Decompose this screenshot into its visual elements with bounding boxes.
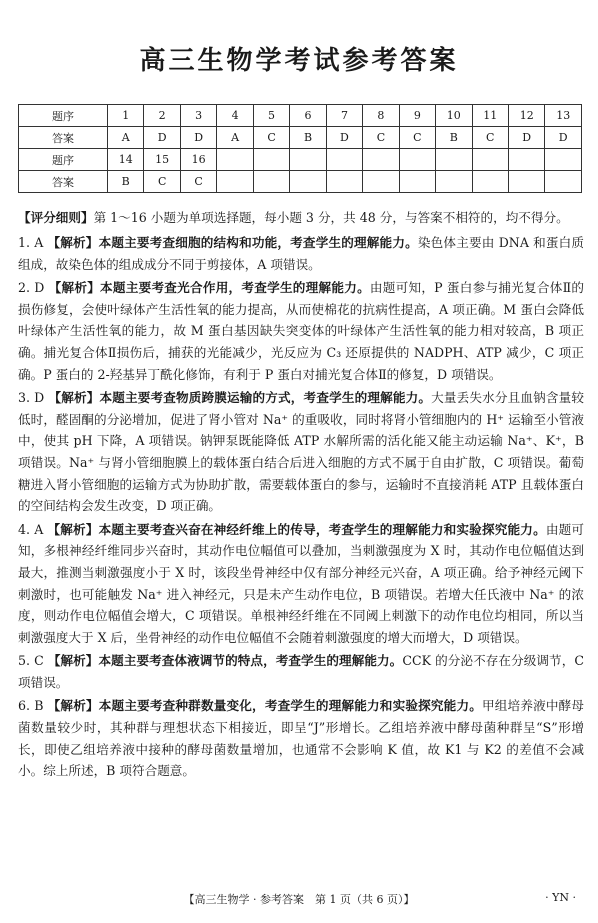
analysis-body: 染色体主要由 DNA 和蛋白质组成，故染色体的组成成分不同于剪接体，A 项错误。	[18, 235, 585, 272]
analysis-body: CCK 的分泌不存在分级调节，C 项错误。	[18, 653, 585, 690]
analysis-tag: 【解析】	[47, 653, 99, 669]
table-cell: 2	[144, 105, 180, 127]
table-cell: C	[253, 127, 289, 149]
row-label: 答案	[19, 127, 108, 149]
table-cell	[363, 171, 399, 193]
page-title: 高三生物学考试参考答案	[139, 46, 459, 76]
table-cell: 7	[326, 105, 362, 127]
table-cell	[436, 171, 472, 193]
scoring-rule	[18, 209, 584, 227]
table-cell: C	[399, 127, 435, 149]
table-cell: A	[217, 127, 253, 149]
table-row	[19, 127, 582, 149]
table-cell: 11	[472, 105, 508, 127]
table-row	[19, 105, 582, 127]
table-cell: 6	[290, 105, 326, 127]
table-cell	[326, 149, 362, 171]
analysis-tag: 【解析】	[48, 280, 101, 296]
table-cell	[545, 149, 582, 171]
table-cell	[472, 171, 508, 193]
table-cell: B	[108, 171, 144, 193]
table-cell: 13	[545, 105, 582, 127]
analysis-body: 甲组培养液中酵母菌数量较少时，其种群与理想状态下相接近，即呈“J”形增长。乙组培养液中酵母菌种群呈“S”形增长，即使乙组培养液中接种的酵母菌数量增加，也通常不会影响 K 值，故 K1 与 K2 的差值不会减小。综上所述，B 项符合题意。	[18, 698, 585, 779]
row-label: 题序	[19, 149, 108, 171]
table-cell: B	[290, 127, 326, 149]
analysis-body: 大量丢失水分且血钠含量较低时，醛固酮的分泌增加，促进了肾小管对 Na⁺ 的重吸收，同时将肾小管细胞内的 H⁺ 运输至小管液中，使其 pH 下降，A 项错误。钠钾泵既能降低 ATP 水解所需的活化能又能主动运输 Na⁺、K⁺，B 项错误。Na⁺ 与肾小管细胞膜上的载体蛋白结合后进入细胞的方式不属于自由扩散，C 项错误。葡萄糖进入肾小管细胞的运输方式为协助扩散，需要载体蛋白的参与，运输时不直接消耗 ATP 且载体蛋白的空间结构会发生改变，D 项正确。	[18, 390, 585, 514]
question-number: 5. C	[18, 653, 44, 669]
table-cell: D	[326, 127, 362, 149]
table-cell: 3	[180, 105, 216, 127]
table-cell	[399, 171, 435, 193]
question-explanation	[18, 277, 584, 385]
table-cell	[253, 171, 289, 193]
analysis-lead: 本题主要考查体液调节的特点，考查学生的理解能力。	[98, 653, 403, 669]
analysis-lead: 本题主要考查细胞的结构和功能，考查学生的理解能力。	[98, 235, 418, 250]
question-number: 1. A	[18, 235, 44, 250]
question-explanation	[18, 650, 584, 693]
table-cell: 10	[436, 105, 472, 127]
table-cell	[545, 171, 582, 193]
analysis-lead: 本题主要考查物质跨膜运输的方式，考查学生的理解能力。	[99, 390, 432, 406]
table-cell: D	[508, 127, 544, 149]
analysis-tag: 【解析】	[47, 698, 99, 714]
table-cell	[399, 149, 435, 171]
table-cell: A	[108, 127, 144, 149]
analysis-tag: 【解析】	[47, 235, 99, 250]
table-cell	[217, 171, 253, 193]
table-cell: 15	[144, 149, 180, 171]
table-cell: B	[436, 127, 472, 149]
table-cell: C	[144, 171, 180, 193]
table-cell	[508, 149, 544, 171]
analysis-lead: 本题主要考查光合作用，考查学生的理解能力。	[100, 280, 370, 296]
table-cell: 5	[253, 105, 289, 127]
table-cell: 9	[399, 105, 435, 127]
table-cell: D	[144, 127, 180, 149]
page-footer: 【高三生物学 · 参考答案 第 1 页（共 6 页）】	[183, 893, 415, 906]
table-cell: D	[180, 127, 216, 149]
table-cell	[508, 171, 544, 193]
scoring-rule-tag: 【评分细则】	[18, 210, 94, 225]
table-row	[19, 149, 582, 171]
table-cell	[363, 149, 399, 171]
table-cell: 14	[108, 149, 144, 171]
analysis-lead: 本题主要考查兴奋在神经纤维上的传导，考查学生的理解能力和实验探究能力。	[98, 521, 546, 537]
table-cell	[436, 149, 472, 171]
question-number: 4. A	[18, 521, 44, 537]
table-cell	[290, 149, 326, 171]
analysis-tag: 【解析】	[47, 521, 99, 537]
table-cell	[290, 171, 326, 193]
row-label: 答案	[19, 171, 108, 193]
row-label: 题序	[19, 105, 108, 127]
table-cell: 1	[108, 105, 144, 127]
question-number: 2. D	[18, 280, 45, 296]
table-cell: 4	[217, 105, 253, 127]
question-explanation	[18, 232, 584, 275]
table-cell	[326, 171, 362, 193]
analysis-tag: 【解析】	[48, 390, 100, 406]
analysis-body: 由题可知，多根神经纤维同步兴奋时，其动作电位幅值可以叠加，当刺激强度为 X 时，其动作电位幅值达到最大，推测当刺激强度小于 X 时，该段坐骨神经中仅有部分神经元兴奋，A 项正确。给予神经元阈下刺激时，也可能触发 Na⁺ 进入神经元，只是未产生动作电位，B 项错误。若增大任氏液中 Na⁺ 的浓度，则动作电位幅值会增大，C 项错误。单根神经纤维在不同阈上刺激下的动作电位均相同，所以当刺激强度大于 X 后，坐骨神经的动作电位幅值不会随着刺激强度的增大而增大，D 项错误。	[18, 521, 585, 645]
analysis-body: 由题可知，P 蛋白参与捕光复合体Ⅱ的损伤修复，会使叶绿体产生活性氧的能力提高，从而使棉花的抗病性提高，A 项正确。M 蛋白会降低叶绿体产生活性氧的能力，故 M 蛋白基因缺失突变体的叶绿体产生活性氧的能力相对较高，B 项正确。捕光复合体Ⅱ损伤后，捕获的光能减少，光反应为 C₃ 还原提供的 NADPH、ATP 减少，C 项正确。P 蛋白的 2-羟基异丁酰化修饰，有利于 P 蛋白对捕光复合体Ⅱ的修复，D 项错误。	[18, 280, 584, 382]
question-explanation	[18, 519, 584, 649]
scoring-rule-text: 第 1～16 小题为单项选择题，每小题 3 分，共 48 分，与答案不相符的，均不得分。	[93, 210, 569, 225]
table-row	[19, 171, 582, 193]
answer-table	[18, 104, 582, 193]
table-cell	[472, 149, 508, 171]
table-cell: C	[363, 127, 399, 149]
table-cell: C	[180, 171, 216, 193]
table-cell: C	[472, 127, 508, 149]
analysis-lead: 本题主要考查种群数量变化，考查学生的理解能力和实验探究能力。	[98, 698, 482, 714]
table-cell: D	[545, 127, 582, 149]
table-cell	[253, 149, 289, 171]
footer-code: · YN ·	[545, 891, 576, 904]
answer-explanations	[18, 232, 584, 784]
question-explanation	[18, 695, 584, 781]
question-number: 6. B	[18, 698, 44, 714]
table-cell: 12	[508, 105, 544, 127]
table-cell	[217, 149, 253, 171]
table-cell: 8	[363, 105, 399, 127]
table-cell: 16	[180, 149, 216, 171]
question-number: 3. D	[18, 390, 45, 406]
question-explanation	[18, 387, 584, 517]
